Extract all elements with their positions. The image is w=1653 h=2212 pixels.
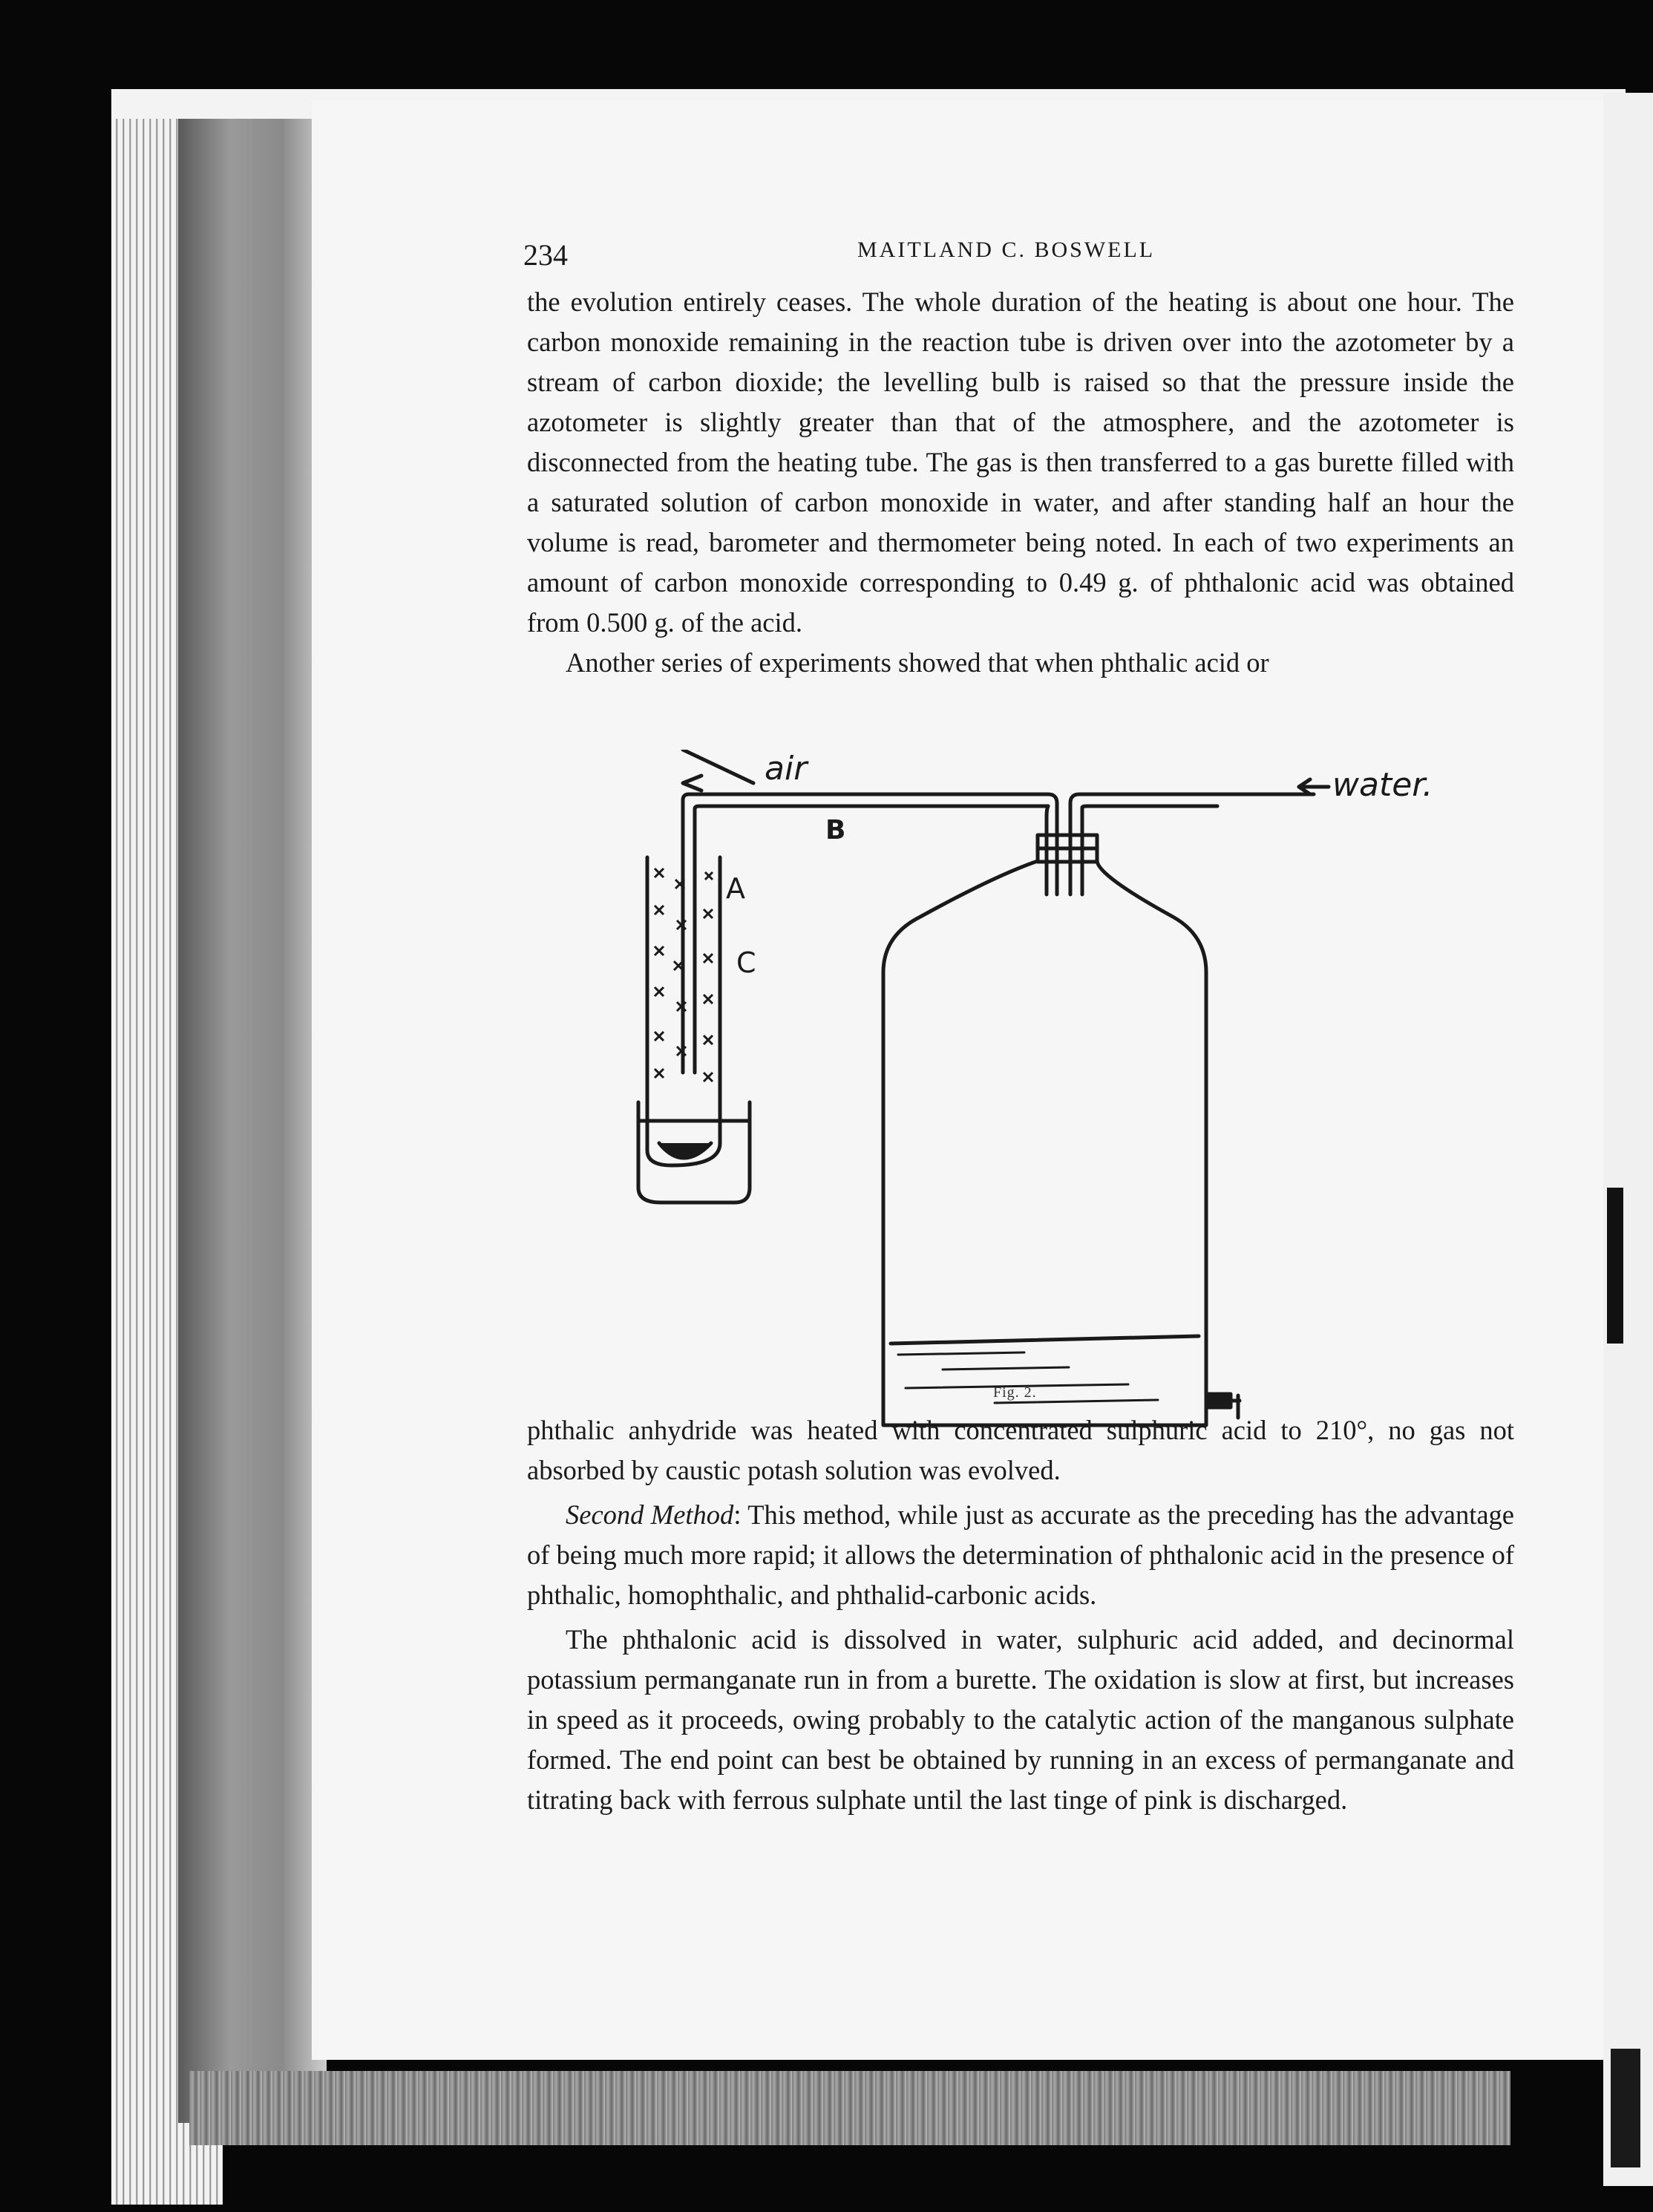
- facing-page-mark: [1607, 1188, 1623, 1344]
- air-arrow-head: [683, 776, 701, 791]
- tube-a-residue: [659, 1143, 711, 1158]
- label-a: A: [726, 872, 745, 905]
- paragraph: [527, 1495, 1514, 1615]
- facing-page-mark: [1611, 2049, 1640, 2167]
- label-air: air: [765, 750, 808, 788]
- tube-b-inner: [695, 806, 1048, 1073]
- paragraph: The phthalonic acid is dissolved in water, sulphuric acid added, and decinormal potassium permanganate run in from a burette. The oxidation is slow at first, but increases in speed as it proceeds, owing probably to the catalytic action of the manganous sulphate formed. The end point can best be obtained by running in an excess of permanganate and titrating back with ferrous sulphate until the last tinge of pink is discharged.: [527, 1624, 1514, 1815]
- water-hatch: [898, 1352, 1024, 1355]
- figure-caption: Fig. 2.: [993, 1384, 1037, 1401]
- page-header: [523, 223, 1510, 272]
- tube-b-outer: [683, 794, 1048, 1073]
- tap: [1208, 1394, 1231, 1407]
- water-tube-outer: [1070, 794, 1314, 894]
- paragraph: Another series of experiments showed that when phthalic acid or: [566, 647, 1269, 678]
- book-gutter-shadow: [178, 119, 327, 2123]
- section-heading: Second Method: [566, 1499, 734, 1530]
- water-level: [891, 1336, 1199, 1344]
- apparatus-figure: [609, 750, 1462, 1440]
- label-b: B: [825, 815, 846, 845]
- tube-b-down-outer: [1048, 794, 1057, 894]
- paragraph: the evolution entirely ceases. The whole duration of the heating is about one hour. The carbon monoxide remaining in the reaction tube is driven over into the azotometer by a stream of carbon dioxide; the levelling bulb is raised so that the pressure inside the azotometer is slightly greater than that of the atmosphere, and the azotometer is disconnected from the heating tube. The gas is then transferred to a gas burette filled with a saturated solution of carbon monoxide in water, and after standing half an hour the volume is read, barometer and thermometer being noted. In each of two experiments an amount of carbon monoxide corresponding to 0.49 g. of phthalonic acid was obtained from 0.500 g. of the acid.: [527, 287, 1514, 638]
- water-tube-inner: [1082, 806, 1217, 894]
- page-number: 234: [523, 238, 568, 272]
- label-water: water.: [1332, 766, 1433, 804]
- paragraph: phthalic anhydride was heated with concentrated sulphuric acid to 210°, no gas not absorbed by caustic potash solution was evolved.: [527, 1415, 1514, 1485]
- book-bottom-edge: [189, 2071, 1510, 2145]
- body-text-bottom: [527, 1410, 1514, 1820]
- water-hatch: [943, 1367, 1069, 1370]
- paragraph-text: : This method, while just as accurate as the preceding has the advantage of being much more rapid; it allows the determination of phthalonic acid in the presence of phthalic, homophthalic, and phthalid-carbonic acids.: [527, 1499, 1514, 1610]
- body-text-top: [527, 282, 1514, 683]
- label-c: C: [736, 946, 756, 979]
- facing-page-edge: [1603, 93, 1653, 2186]
- running-head: MAITLAND C. BOSWELL: [857, 238, 1156, 262]
